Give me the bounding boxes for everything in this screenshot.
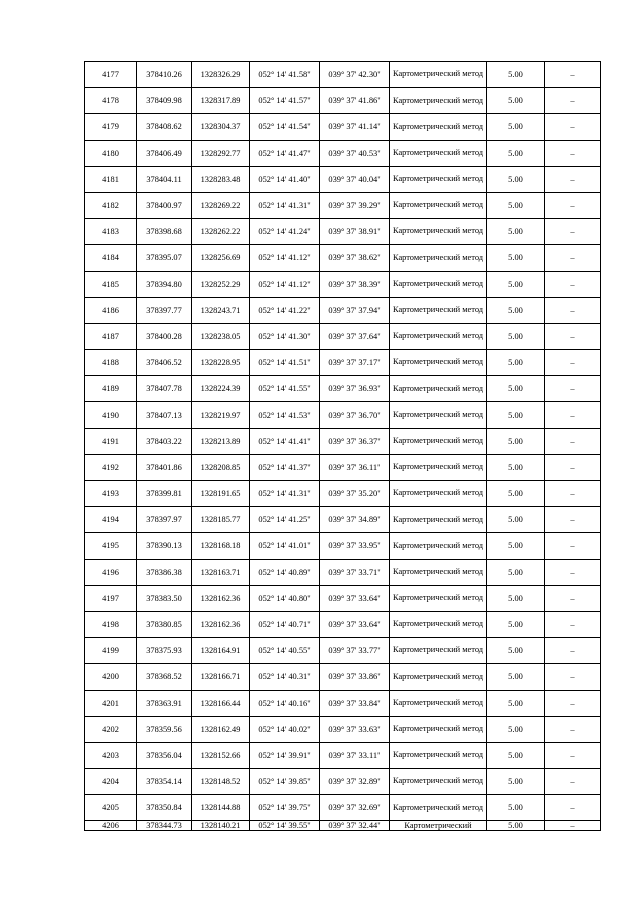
cell-x-coordinate: 378397.97	[137, 507, 192, 533]
cell-longitude: 039° 37' 35.20"	[320, 481, 390, 507]
cell-longitude: 039° 37' 33.71"	[320, 559, 390, 585]
cell-latitude: 052° 14' 39.75"	[250, 795, 320, 821]
cell-y-coordinate: 1328166.71	[192, 664, 250, 690]
cell-note: –	[545, 323, 601, 349]
cell-note: –	[545, 219, 601, 245]
cell-method: Картометрический метод	[390, 323, 487, 349]
cell-y-coordinate: 1328208.85	[192, 454, 250, 480]
cell-note: –	[545, 88, 601, 114]
cell-x-coordinate: 378359.56	[137, 716, 192, 742]
cell-note: –	[545, 245, 601, 271]
cell-point-number: 4177	[85, 62, 137, 88]
cell-longitude: 039° 37' 33.95"	[320, 533, 390, 559]
cell-method: Картометрический метод	[390, 114, 487, 140]
cell-note: –	[545, 611, 601, 637]
cell-point-number: 4196	[85, 559, 137, 585]
cell-method: Картометрический метод	[390, 402, 487, 428]
cell-method: Картометрический метод	[390, 769, 487, 795]
cell-point-number: 4179	[85, 114, 137, 140]
cell-point-number: 4189	[85, 376, 137, 402]
cell-point-number: 4206	[85, 821, 137, 831]
coordinates-table	[84, 61, 601, 831]
cell-accuracy: 5.00	[487, 611, 545, 637]
cell-accuracy: 5.00	[487, 271, 545, 297]
cell-x-coordinate: 378406.52	[137, 350, 192, 376]
cell-method: Картометрический метод	[390, 245, 487, 271]
cell-point-number: 4186	[85, 297, 137, 323]
cell-note: –	[545, 638, 601, 664]
table-row	[85, 219, 601, 245]
cell-point-number: 4198	[85, 611, 137, 637]
cell-point-number: 4181	[85, 166, 137, 192]
cell-x-coordinate: 378400.97	[137, 192, 192, 218]
cell-note: –	[545, 297, 601, 323]
cell-point-number: 4192	[85, 454, 137, 480]
cell-note: –	[545, 192, 601, 218]
table-row	[85, 769, 601, 795]
cell-accuracy: 5.00	[487, 114, 545, 140]
cell-latitude: 052° 14' 40.80"	[250, 585, 320, 611]
cell-y-coordinate: 1328144.88	[192, 795, 250, 821]
cell-accuracy: 5.00	[487, 219, 545, 245]
cell-y-coordinate: 1328317.89	[192, 88, 250, 114]
cell-accuracy: 5.00	[487, 245, 545, 271]
cell-accuracy: 5.00	[487, 821, 545, 831]
table-row	[85, 559, 601, 585]
cell-longitude: 039° 37' 33.86"	[320, 664, 390, 690]
cell-method: Картометрический метод	[390, 795, 487, 821]
cell-method: Картометрический метод	[390, 219, 487, 245]
table-row	[85, 611, 601, 637]
cell-method: Картометрический метод	[390, 611, 487, 637]
cell-latitude: 052° 14' 41.12"	[250, 245, 320, 271]
cell-method: Картометрический	[390, 821, 487, 831]
cell-method: Картометрический метод	[390, 690, 487, 716]
cell-method: Картометрический метод	[390, 88, 487, 114]
cell-method: Картометрический метод	[390, 664, 487, 690]
cell-longitude: 039° 37' 33.64"	[320, 611, 390, 637]
cell-accuracy: 5.00	[487, 481, 545, 507]
cell-longitude: 039° 37' 33.64"	[320, 585, 390, 611]
cell-y-coordinate: 1328283.48	[192, 166, 250, 192]
table-body	[85, 62, 601, 831]
cell-note: –	[545, 533, 601, 559]
cell-x-coordinate: 378354.14	[137, 769, 192, 795]
cell-note: –	[545, 821, 601, 831]
table-row	[85, 88, 601, 114]
cell-note: –	[545, 140, 601, 166]
table-row	[85, 376, 601, 402]
cell-latitude: 052° 14' 41.51"	[250, 350, 320, 376]
cell-accuracy: 5.00	[487, 716, 545, 742]
cell-note: –	[545, 742, 601, 768]
cell-point-number: 4178	[85, 88, 137, 114]
cell-note: –	[545, 114, 601, 140]
cell-accuracy: 5.00	[487, 140, 545, 166]
cell-note: –	[545, 402, 601, 428]
cell-point-number: 4182	[85, 192, 137, 218]
cell-x-coordinate: 378394.80	[137, 271, 192, 297]
cell-note: –	[545, 690, 601, 716]
cell-x-coordinate: 378344.73	[137, 821, 192, 831]
cell-longitude: 039° 37' 37.64"	[320, 323, 390, 349]
table-row	[85, 297, 601, 323]
cell-y-coordinate: 1328326.29	[192, 62, 250, 88]
cell-latitude: 052° 14' 41.55"	[250, 376, 320, 402]
cell-method: Картометрический метод	[390, 297, 487, 323]
cell-method: Картометрический метод	[390, 533, 487, 559]
cell-latitude: 052° 14' 41.12"	[250, 271, 320, 297]
cell-x-coordinate: 378390.13	[137, 533, 192, 559]
cell-longitude: 039° 37' 38.91"	[320, 219, 390, 245]
cell-x-coordinate: 378395.07	[137, 245, 192, 271]
cell-y-coordinate: 1328243.71	[192, 297, 250, 323]
cell-note: –	[545, 664, 601, 690]
cell-longitude: 039° 37' 37.17"	[320, 350, 390, 376]
cell-accuracy: 5.00	[487, 402, 545, 428]
cell-x-coordinate: 378406.49	[137, 140, 192, 166]
cell-longitude: 039° 37' 36.11"	[320, 454, 390, 480]
cell-latitude: 052° 14' 41.30"	[250, 323, 320, 349]
table-row	[85, 114, 601, 140]
cell-point-number: 4200	[85, 664, 137, 690]
table-row	[85, 481, 601, 507]
cell-latitude: 052° 14' 41.37"	[250, 454, 320, 480]
table-row	[85, 821, 601, 831]
cell-longitude: 039° 37' 33.77"	[320, 638, 390, 664]
cell-x-coordinate: 378407.78	[137, 376, 192, 402]
cell-point-number: 4195	[85, 533, 137, 559]
cell-x-coordinate: 378408.62	[137, 114, 192, 140]
cell-note: –	[545, 62, 601, 88]
cell-y-coordinate: 1328152.66	[192, 742, 250, 768]
cell-method: Картометрический метод	[390, 585, 487, 611]
cell-longitude: 039° 37' 37.94"	[320, 297, 390, 323]
cell-latitude: 052° 14' 41.53"	[250, 402, 320, 428]
cell-latitude: 052° 14' 41.31"	[250, 192, 320, 218]
cell-latitude: 052° 14' 41.25"	[250, 507, 320, 533]
cell-y-coordinate: 1328238.05	[192, 323, 250, 349]
cell-latitude: 052° 14' 39.91"	[250, 742, 320, 768]
cell-accuracy: 5.00	[487, 350, 545, 376]
table-row	[85, 716, 601, 742]
cell-x-coordinate: 378409.98	[137, 88, 192, 114]
cell-method: Картометрический метод	[390, 62, 487, 88]
cell-point-number: 4185	[85, 271, 137, 297]
cell-x-coordinate: 378403.22	[137, 428, 192, 454]
cell-longitude: 039° 37' 40.04"	[320, 166, 390, 192]
cell-method: Картометрический метод	[390, 507, 487, 533]
cell-accuracy: 5.00	[487, 795, 545, 821]
cell-point-number: 4205	[85, 795, 137, 821]
cell-x-coordinate: 378375.93	[137, 638, 192, 664]
cell-point-number: 4199	[85, 638, 137, 664]
cell-point-number: 4187	[85, 323, 137, 349]
table-row	[85, 62, 601, 88]
cell-method: Картометрический метод	[390, 271, 487, 297]
cell-accuracy: 5.00	[487, 638, 545, 664]
cell-y-coordinate: 1328148.52	[192, 769, 250, 795]
cell-longitude: 039° 37' 33.11"	[320, 742, 390, 768]
table-row	[85, 638, 601, 664]
cell-method: Картометрический метод	[390, 140, 487, 166]
table-row	[85, 428, 601, 454]
table-row	[85, 507, 601, 533]
cell-point-number: 4184	[85, 245, 137, 271]
cell-latitude: 052° 14' 41.47"	[250, 140, 320, 166]
cell-longitude: 039° 37' 32.89"	[320, 769, 390, 795]
cell-longitude: 039° 37' 33.84"	[320, 690, 390, 716]
cell-y-coordinate: 1328164.91	[192, 638, 250, 664]
cell-accuracy: 5.00	[487, 585, 545, 611]
cell-y-coordinate: 1328304.37	[192, 114, 250, 140]
cell-point-number: 4183	[85, 219, 137, 245]
cell-accuracy: 5.00	[487, 690, 545, 716]
cell-latitude: 052° 14' 41.31"	[250, 481, 320, 507]
cell-accuracy: 5.00	[487, 507, 545, 533]
cell-note: –	[545, 454, 601, 480]
cell-point-number: 4191	[85, 428, 137, 454]
table-row	[85, 742, 601, 768]
cell-x-coordinate: 378397.77	[137, 297, 192, 323]
cell-note: –	[545, 769, 601, 795]
cell-y-coordinate: 1328168.18	[192, 533, 250, 559]
cell-accuracy: 5.00	[487, 559, 545, 585]
cell-method: Картометрический метод	[390, 350, 487, 376]
cell-x-coordinate: 378400.28	[137, 323, 192, 349]
cell-x-coordinate: 378368.52	[137, 664, 192, 690]
cell-latitude: 052° 14' 41.24"	[250, 219, 320, 245]
cell-method: Картометрический метод	[390, 454, 487, 480]
table-row	[85, 166, 601, 192]
cell-y-coordinate: 1328219.97	[192, 402, 250, 428]
table-row	[85, 245, 601, 271]
cell-point-number: 4197	[85, 585, 137, 611]
cell-latitude: 052° 14' 40.31"	[250, 664, 320, 690]
cell-longitude: 039° 37' 42.30"	[320, 62, 390, 88]
cell-point-number: 4188	[85, 350, 137, 376]
cell-method: Картометрический метод	[390, 481, 487, 507]
cell-y-coordinate: 1328269.22	[192, 192, 250, 218]
cell-method: Картометрический метод	[390, 742, 487, 768]
cell-accuracy: 5.00	[487, 88, 545, 114]
cell-y-coordinate: 1328185.77	[192, 507, 250, 533]
cell-y-coordinate: 1328140.21	[192, 821, 250, 831]
table-row	[85, 271, 601, 297]
table-row	[85, 585, 601, 611]
cell-longitude: 039° 37' 41.14"	[320, 114, 390, 140]
table-row	[85, 795, 601, 821]
cell-note: –	[545, 166, 601, 192]
cell-latitude: 052° 14' 40.16"	[250, 690, 320, 716]
cell-method: Картометрический метод	[390, 716, 487, 742]
cell-x-coordinate: 378407.13	[137, 402, 192, 428]
cell-longitude: 039° 37' 41.86"	[320, 88, 390, 114]
cell-longitude: 039° 37' 33.63"	[320, 716, 390, 742]
cell-method: Картометрический метод	[390, 166, 487, 192]
table-row	[85, 350, 601, 376]
cell-note: –	[545, 271, 601, 297]
cell-latitude: 052° 14' 41.57"	[250, 88, 320, 114]
table-row	[85, 402, 601, 428]
cell-latitude: 052° 14' 40.55"	[250, 638, 320, 664]
table-row	[85, 192, 601, 218]
cell-note: –	[545, 716, 601, 742]
cell-longitude: 039° 37' 36.93"	[320, 376, 390, 402]
cell-latitude: 052° 14' 41.01"	[250, 533, 320, 559]
cell-longitude: 039° 37' 40.53"	[320, 140, 390, 166]
cell-note: –	[545, 350, 601, 376]
cell-method: Картометрический метод	[390, 428, 487, 454]
cell-longitude: 039° 37' 38.62"	[320, 245, 390, 271]
cell-note: –	[545, 507, 601, 533]
cell-x-coordinate: 378398.68	[137, 219, 192, 245]
cell-longitude: 039° 37' 36.70"	[320, 402, 390, 428]
cell-y-coordinate: 1328224.39	[192, 376, 250, 402]
cell-note: –	[545, 481, 601, 507]
cell-method: Картометрический метод	[390, 559, 487, 585]
cell-y-coordinate: 1328162.36	[192, 611, 250, 637]
cell-point-number: 4194	[85, 507, 137, 533]
cell-latitude: 052° 14' 41.54"	[250, 114, 320, 140]
cell-x-coordinate: 378404.11	[137, 166, 192, 192]
cell-accuracy: 5.00	[487, 742, 545, 768]
cell-accuracy: 5.00	[487, 428, 545, 454]
cell-latitude: 052° 14' 39.85"	[250, 769, 320, 795]
cell-x-coordinate: 378410.26	[137, 62, 192, 88]
cell-x-coordinate: 378383.50	[137, 585, 192, 611]
cell-accuracy: 5.00	[487, 62, 545, 88]
cell-accuracy: 5.00	[487, 297, 545, 323]
cell-accuracy: 5.00	[487, 323, 545, 349]
cell-latitude: 052° 14' 41.41"	[250, 428, 320, 454]
cell-x-coordinate: 378386.38	[137, 559, 192, 585]
cell-method: Картометрический метод	[390, 376, 487, 402]
cell-y-coordinate: 1328228.95	[192, 350, 250, 376]
cell-y-coordinate: 1328252.29	[192, 271, 250, 297]
cell-note: –	[545, 376, 601, 402]
cell-y-coordinate: 1328256.69	[192, 245, 250, 271]
cell-point-number: 4203	[85, 742, 137, 768]
cell-point-number: 4193	[85, 481, 137, 507]
cell-method: Картометрический метод	[390, 192, 487, 218]
cell-longitude: 039° 37' 32.69"	[320, 795, 390, 821]
table-row	[85, 454, 601, 480]
table-row	[85, 664, 601, 690]
cell-y-coordinate: 1328191.65	[192, 481, 250, 507]
cell-accuracy: 5.00	[487, 192, 545, 218]
cell-longitude: 039° 37' 34.89"	[320, 507, 390, 533]
cell-accuracy: 5.00	[487, 664, 545, 690]
cell-x-coordinate: 378401.86	[137, 454, 192, 480]
cell-y-coordinate: 1328262.22	[192, 219, 250, 245]
cell-accuracy: 5.00	[487, 166, 545, 192]
cell-latitude: 052° 14' 41.22"	[250, 297, 320, 323]
cell-latitude: 052° 14' 39.55"	[250, 821, 320, 831]
cell-accuracy: 5.00	[487, 769, 545, 795]
cell-latitude: 052° 14' 41.58"	[250, 62, 320, 88]
cell-latitude: 052° 14' 40.02"	[250, 716, 320, 742]
table-row	[85, 533, 601, 559]
cell-point-number: 4180	[85, 140, 137, 166]
cell-note: –	[545, 795, 601, 821]
cell-point-number: 4202	[85, 716, 137, 742]
cell-latitude: 052° 14' 41.40"	[250, 166, 320, 192]
cell-y-coordinate: 1328213.89	[192, 428, 250, 454]
cell-method: Картометрический метод	[390, 638, 487, 664]
cell-latitude: 052° 14' 40.89"	[250, 559, 320, 585]
cell-accuracy: 5.00	[487, 533, 545, 559]
cell-accuracy: 5.00	[487, 376, 545, 402]
cell-point-number: 4204	[85, 769, 137, 795]
table-row	[85, 140, 601, 166]
cell-longitude: 039° 37' 36.37"	[320, 428, 390, 454]
cell-note: –	[545, 559, 601, 585]
cell-y-coordinate: 1328163.71	[192, 559, 250, 585]
cell-point-number: 4190	[85, 402, 137, 428]
cell-x-coordinate: 378356.04	[137, 742, 192, 768]
cell-x-coordinate: 378363.91	[137, 690, 192, 716]
cell-latitude: 052° 14' 40.71"	[250, 611, 320, 637]
cell-longitude: 039° 37' 38.39"	[320, 271, 390, 297]
cell-x-coordinate: 378350.84	[137, 795, 192, 821]
cell-y-coordinate: 1328166.44	[192, 690, 250, 716]
cell-y-coordinate: 1328162.36	[192, 585, 250, 611]
cell-longitude: 039° 37' 32.44"	[320, 821, 390, 831]
cell-x-coordinate: 378399.81	[137, 481, 192, 507]
cell-longitude: 039° 37' 39.29"	[320, 192, 390, 218]
cell-note: –	[545, 585, 601, 611]
cell-note: –	[545, 428, 601, 454]
cell-y-coordinate: 1328292.77	[192, 140, 250, 166]
cell-point-number: 4201	[85, 690, 137, 716]
table-row	[85, 690, 601, 716]
table-row	[85, 323, 601, 349]
cell-accuracy: 5.00	[487, 454, 545, 480]
cell-x-coordinate: 378380.85	[137, 611, 192, 637]
cell-y-coordinate: 1328162.49	[192, 716, 250, 742]
